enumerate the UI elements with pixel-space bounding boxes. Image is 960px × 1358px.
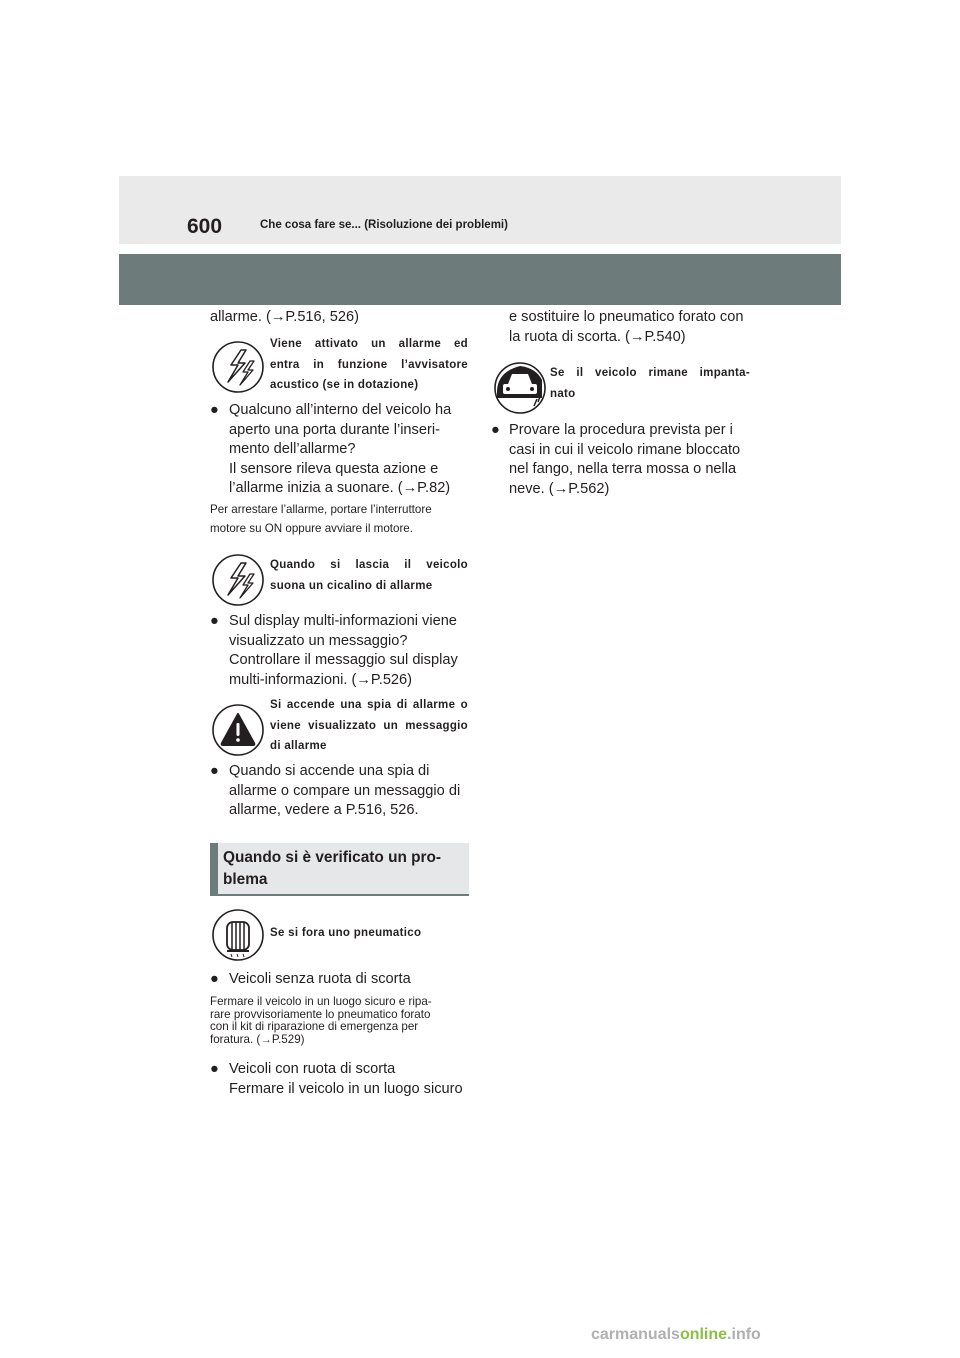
left-intro: allarme. (→P.516, 526) <box>210 309 359 325</box>
bullet-stuck-procedure: Provare la procedura prevista per i casi in cui il veicolo rimane bloccato nel fango, nella terra mossa o nella neve. (→P.562) <box>509 422 741 497</box>
tire-icon-label: Se si fora uno pneumatico <box>270 927 422 939</box>
stuck-car-icon <box>494 362 546 414</box>
page-number: 600 <box>187 215 223 238</box>
right-intro: e sostituire lo pneumatico forato con la ruota di scorta. (→P.540) <box>509 309 744 345</box>
alarm-sound-icon <box>212 341 264 393</box>
bullet-marker: ● <box>210 613 219 629</box>
bullet-marker: ● <box>210 402 219 418</box>
beep-icon-label: Quando si lascia il veicolo suona un cicalino di allarme <box>270 559 468 592</box>
flat-tire-icon <box>212 909 264 961</box>
note-arrest-alarm: Per arrestare l’allarme, portare l’interruttore motore su ON oppure avviare il motore. <box>210 503 432 536</box>
header-band <box>119 176 841 244</box>
section-heading <box>210 843 469 896</box>
bullet-display: Sul display multi-informazioni viene visualizzato un messaggio? Controllare il messaggio sul display multi-informazioni. (→P.526) <box>229 613 458 688</box>
bullet-marker: ● <box>210 1061 219 1077</box>
bullet-no-spare: Veicoli senza ruota di scorta <box>229 971 411 987</box>
bullet-qualcuno: Qualcuno all’interno del veicolo ha aperto una porta durante l’inseri- mento dell’allarme? Il sensore rileva questa azione e l’allarme inizia a suonare. (→P.82) <box>229 402 452 496</box>
header-title: Che cosa fare se... (Risoluzione dei problemi) <box>260 219 508 231</box>
alarm-icon-label: Viene attivato un allarme ed entra in funzione l’avvisatore acustico (se in dotazione) <box>270 338 468 391</box>
section-title: Quando si è verificato un pro- blema <box>223 849 442 888</box>
watermark: carmanualsonline.info <box>591 1326 761 1343</box>
beep-alarm-icon <box>212 554 264 606</box>
chapter-band <box>119 254 841 305</box>
warning-exclamation-icon <box>212 704 264 756</box>
bullet-marker: ● <box>491 422 500 438</box>
warning-icon-label: Si accende una spia di allarme o viene visualizzato un messaggio di allarme <box>270 699 468 752</box>
bullet-marker: ● <box>210 971 219 987</box>
bullet-with-spare: Veicoli con ruota di scorta Fermare il veicolo in un luogo sicuro <box>229 1061 463 1097</box>
bullet-spia: Quando si accende una spia di allarme o compare un messaggio di allarme, vedere a P.516, 526. <box>229 763 461 818</box>
bullet-marker: ● <box>210 763 219 779</box>
section-bar <box>210 843 218 894</box>
note-repair-kit: Fermare il veicolo in un luogo sicuro e ripa- rare provvisoriamente lo pneumatico forato con il kit di riparazione di emergenza per foratura. (→P.529) <box>210 995 432 1046</box>
stuck-icon-label: Se il veicolo rimane impanta- nato <box>550 367 750 400</box>
